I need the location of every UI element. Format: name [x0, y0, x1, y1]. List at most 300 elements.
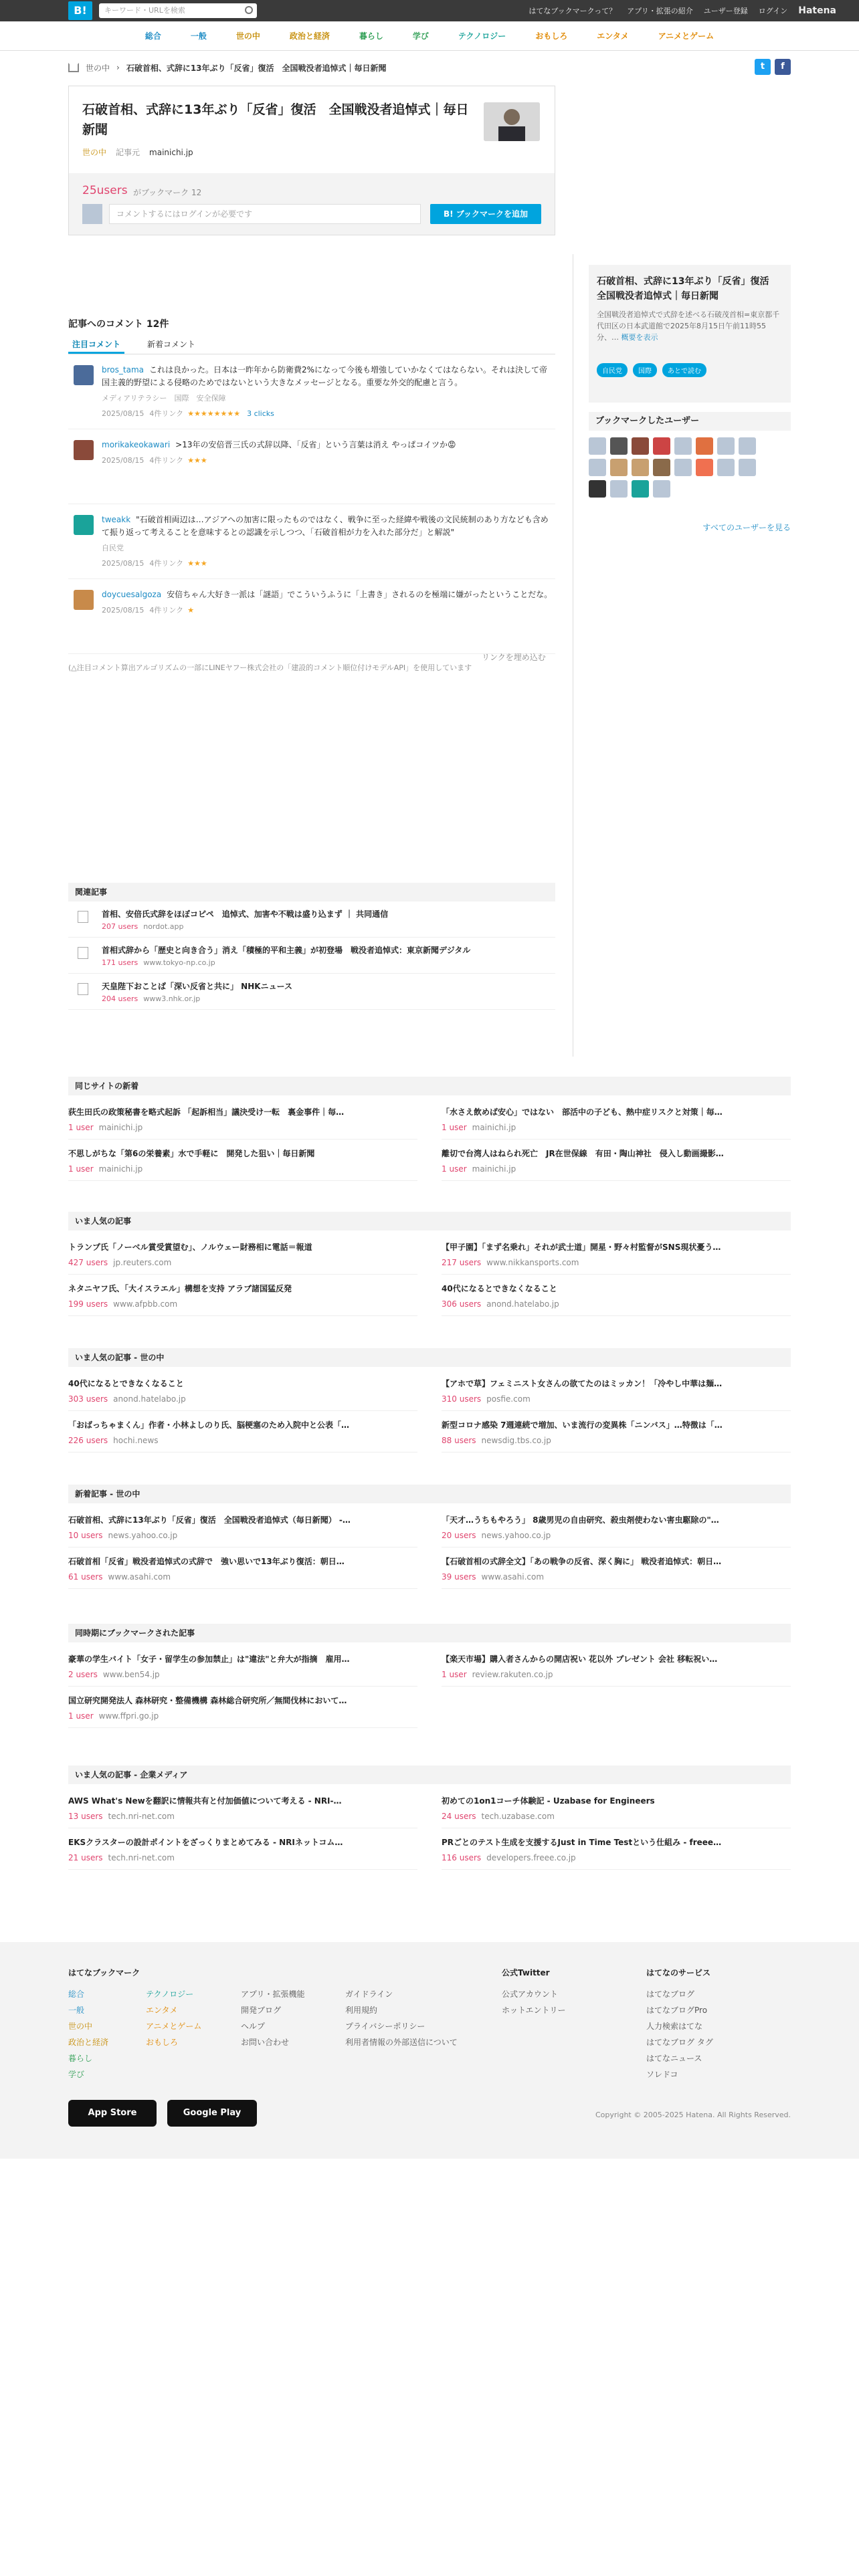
user-avatar[interactable] [610, 437, 628, 455]
list-item[interactable] [68, 1547, 417, 1589]
section-column [68, 1506, 417, 1589]
list-item[interactable] [68, 1233, 417, 1275]
item-domain[interactable]: mainichi.jp [472, 1123, 516, 1132]
item-users[interactable]: 61 users [68, 1572, 103, 1582]
footer-link[interactable]: おもしろ [146, 2038, 179, 2047]
footer-link[interactable]: 公式アカウント [502, 1990, 558, 1999]
entry-thumbnail[interactable] [484, 102, 540, 141]
user-avatar[interactable] [696, 459, 713, 476]
item-title[interactable]: 【石破首相の式辞全文】「あの戦争の反省、深く胸に」 戦没者追悼式：朝日… [442, 1557, 722, 1566]
list-item[interactable] [68, 1828, 417, 1870]
item-users[interactable]: 199 users [68, 1299, 108, 1309]
category-8[interactable]: エンタメ [597, 31, 629, 41]
breadcrumb-current: 石破首相、式辞に13年ぶり「反省」復活 全国戦没者追悼式｜毎日新聞 [126, 63, 387, 73]
comment-tags: メディアリテラシー 国際 安全保障 [102, 394, 226, 403]
item-domain[interactable]: mainichi.jp [98, 1123, 143, 1132]
section-column [442, 1645, 791, 1728]
related-users[interactable]: 204 users [102, 994, 138, 1003]
item-domain[interactable]: developers.freee.co.jp [486, 1853, 576, 1862]
item-title[interactable]: EKSクラスターの設計ポイントをざっくりまとめてみる - NRIネットコム… [68, 1838, 343, 1847]
footer-link[interactable]: 人力検索はてな [646, 2022, 703, 2031]
item-meta [442, 1670, 791, 1679]
comment-date[interactable]: 2025/08/15 [102, 606, 145, 615]
item-title[interactable]: 40代になるとできなくなること [442, 1284, 557, 1293]
item-users[interactable]: 303 users [68, 1394, 108, 1404]
footer-link[interactable]: はてなブログ タグ [646, 2038, 713, 2047]
item-users[interactable]: 20 users [442, 1531, 476, 1540]
item-meta [442, 1572, 791, 1582]
related-item[interactable] [68, 938, 555, 974]
item-title[interactable]: 40代になるとできなくなること [68, 1379, 184, 1388]
list-item[interactable] [442, 1547, 791, 1589]
app-store-badge[interactable]: App Store [68, 2100, 157, 2127]
item-users[interactable]: 13 users [68, 1812, 103, 1821]
section-header: 同じサイトの新着 [68, 1077, 791, 1095]
item-title[interactable]: 新型コロナ感染 7週連続で増加、いま流行の変異株「ニンバス」…特徴は「… [442, 1420, 723, 1430]
breadcrumb: 世の中 › 石破首相、式辞に13年ぶり「反省」復活 全国戦没者追悼式｜毎日新聞 [68, 58, 791, 78]
related-meta [102, 994, 555, 1003]
login-link[interactable]: ログイン [758, 7, 788, 15]
share-buttons [755, 59, 791, 75]
twitter-icon[interactable]: t [755, 59, 771, 75]
footer-link[interactable]: 利用規約 [345, 2006, 378, 2015]
search-input[interactable] [99, 3, 257, 18]
comment-date[interactable]: 2025/08/15 [102, 456, 145, 465]
item-domain[interactable]: news.yahoo.co.jp [108, 1531, 178, 1540]
item-domain[interactable]: www.nikkansports.com [486, 1258, 579, 1267]
user-avatar[interactable] [632, 480, 649, 498]
item-title[interactable]: 「おばっちゃまくん」作者・小林よしのり氏、脳梗塞のため入院中と公表「… [68, 1420, 350, 1430]
category-nav [0, 21, 859, 51]
comment-tags: 自民党 [102, 544, 124, 552]
list-item[interactable] [442, 1645, 791, 1687]
list-item[interactable] [68, 1687, 417, 1728]
footer-link[interactable]: ホットエントリー [502, 2006, 566, 2015]
footer-link[interactable]: エンタメ [146, 2006, 178, 2015]
footer-link[interactable]: 暮らし [68, 2054, 93, 2063]
item-domain[interactable]: www.afpbb.com [113, 1299, 178, 1309]
item-meta [68, 1531, 417, 1540]
tag[interactable]: あとで読む [662, 363, 706, 377]
article-icon [78, 983, 88, 995]
comment-date[interactable]: 2025/08/15 [102, 409, 145, 418]
item-title[interactable]: 【甲子園】「まず名乗れ」それが武士道」開星・野々村監督がSNS現状憂う… [442, 1243, 721, 1252]
entry-card [68, 86, 555, 235]
item-domain[interactable]: hochi.news [113, 1436, 159, 1445]
tab-new[interactable]: 新着コメント [147, 340, 196, 349]
footer [0, 1942, 859, 2159]
category-6[interactable]: テクノロジー [458, 31, 506, 41]
item-domain[interactable]: www.asahi.com [481, 1572, 545, 1582]
section-column [68, 1645, 417, 1728]
related-title[interactable]: 天皇陛下おことば「深い反省と共に」 NHKニュース [102, 982, 292, 991]
footer-link[interactable]: プライバシーポリシー [345, 2022, 425, 2031]
list-item[interactable] [442, 1275, 791, 1316]
item-title[interactable]: 「水さえ飲めば安心」ではない 部活中の子ども、熱中症リスクと対策｜毎… [442, 1107, 723, 1117]
item-domain[interactable]: tech.nri-net.com [108, 1812, 175, 1821]
related-header: 関連記事 [68, 883, 555, 901]
item-users[interactable]: 10 users [68, 1531, 103, 1540]
home-icon[interactable] [68, 63, 79, 72]
list-item[interactable] [442, 1828, 791, 1870]
item-title[interactable]: PRごとのテスト生成を支援するJust in Time Testという仕組み - freee… [442, 1838, 722, 1847]
item-domain[interactable]: www.ffpri.go.jp [98, 1711, 159, 1721]
item-title[interactable]: 石破首相、式辞に13年ぶり「反省」復活 全国戦没者追悼式（毎日新聞） -… [68, 1515, 351, 1525]
comment-stars: ★★★★★★★★ [187, 409, 241, 418]
user-avatar[interactable] [739, 459, 756, 476]
item-meta [68, 1853, 417, 1862]
comment-tabs [68, 334, 555, 354]
item-meta [442, 1123, 791, 1132]
footer-link[interactable]: 政治と経済 [68, 2038, 109, 2047]
entry-category[interactable]: 世の中 [82, 148, 107, 157]
item-users[interactable]: 310 users [442, 1394, 482, 1404]
item-meta [68, 1164, 417, 1174]
user-avatar[interactable] [653, 480, 670, 498]
section-header: 同時期にブックマークされた記事 [68, 1624, 791, 1642]
comment-list [68, 354, 555, 654]
avatar[interactable] [74, 365, 94, 385]
section-1 [68, 1212, 791, 1316]
related-users[interactable]: 171 users [102, 958, 138, 967]
user-avatar[interactable] [632, 437, 649, 455]
comment-link-count[interactable]: 4件リンク [149, 559, 184, 568]
item-meta [68, 1812, 417, 1821]
section-columns [68, 1370, 791, 1453]
hatena-brand[interactable]: Hatena [798, 5, 836, 16]
footer-link[interactable]: ヘルプ [241, 2022, 266, 2031]
item-meta [442, 1436, 791, 1445]
footer-link[interactable]: 利用者情報の外部送信について [345, 2038, 458, 2047]
item-users[interactable]: 1 user [68, 1711, 94, 1721]
item-users[interactable]: 116 users [442, 1853, 482, 1862]
item-meta [68, 1123, 417, 1132]
item-domain[interactable]: www.ben54.jp [102, 1670, 160, 1679]
user-avatar[interactable] [589, 437, 606, 455]
item-domain[interactable]: tech.nri-net.com [108, 1853, 175, 1862]
footer-link[interactable]: はてなニュース [646, 2054, 702, 2063]
footer-link[interactable]: ガイドライン [345, 1990, 393, 1999]
footer-link[interactable]: 総合 [68, 1990, 85, 1999]
category-9[interactable]: アニメとゲーム [658, 31, 714, 41]
user-avatar[interactable] [674, 437, 692, 455]
related-domain[interactable]: www.tokyo-np.co.jp [143, 958, 215, 967]
comment-body [102, 364, 555, 389]
comments-header: 記事へのコメント 12件 [68, 319, 169, 330]
item-meta [68, 1436, 417, 1445]
item-users[interactable]: 21 users [68, 1853, 103, 1862]
user-avatar[interactable] [610, 459, 628, 476]
user-avatar[interactable] [653, 459, 670, 476]
comment-text: >13年の安倍晋三氏の式辞以降、「反省」という言葉は消え やっぱコイツか😡 [175, 440, 456, 449]
comment-text: "石破首相両辺は…アジアへの加害に限ったものではなく、戦争に至った経緯や戦後の文民統制のあり方なども含めて振り返って考えることを意味するとの認識を示しつつ、「石破首相が力を入れた部分だ」と解説" [102, 515, 549, 537]
comment-meta [102, 454, 555, 467]
google-play-badge[interactable]: Google Play [167, 2100, 257, 2127]
section-2 [68, 1348, 791, 1453]
item-users[interactable]: 217 users [442, 1258, 482, 1267]
comments-section [68, 317, 555, 673]
list-item[interactable] [68, 1370, 417, 1411]
footer-link[interactable]: 学び [68, 2070, 85, 2079]
user-avatar[interactable] [610, 480, 628, 498]
item-users[interactable]: 88 users [442, 1436, 476, 1445]
list-item[interactable] [442, 1411, 791, 1453]
comment-user[interactable]: morikakeokawari [102, 440, 171, 449]
item-title[interactable]: 【アホで草】フェミニスト女さんの欲てたのはミッカン！「冷やし中華は麺… [442, 1379, 723, 1388]
item-domain[interactable]: anond.hatelabo.jp [486, 1299, 559, 1309]
list-item[interactable] [68, 1506, 417, 1547]
footer-col-policy [345, 1986, 458, 2050]
comment-date[interactable]: 2025/08/15 [102, 559, 145, 568]
item-domain[interactable]: anond.hatelabo.jp [113, 1394, 186, 1404]
comment-user[interactable]: doycuesalgoza [102, 590, 162, 599]
item-domain[interactable]: mainichi.jp [472, 1164, 516, 1174]
list-item[interactable] [68, 1645, 417, 1687]
sidebar [589, 265, 791, 533]
item-domain[interactable]: news.yahoo.co.jp [481, 1531, 551, 1540]
footer-col-apps [241, 1986, 305, 2050]
footer-link[interactable]: 世の中 [68, 2022, 93, 2031]
list-item[interactable] [442, 1370, 791, 1411]
list-item[interactable] [68, 1787, 417, 1828]
category-7[interactable]: おもしろ [535, 31, 568, 41]
avatar[interactable] [74, 590, 94, 610]
category-2[interactable]: 世の中 [235, 31, 260, 41]
entry-title[interactable]: 石破首相、式辞に13年ぶり「反省」復活 全国戦没者追悼式｜毎日新聞 [82, 102, 469, 137]
footer-col-categories [146, 1986, 201, 2050]
list-item[interactable] [68, 1275, 417, 1316]
section-column [68, 1787, 417, 1870]
category-3[interactable]: 政治と経済 [289, 31, 330, 41]
item-domain[interactable]: review.rakuten.co.jp [472, 1670, 553, 1679]
add-bookmark-button[interactable]: B! ブックマークを追加 [430, 204, 541, 224]
comment-clicks[interactable]: 3 clicks [247, 409, 274, 418]
item-title[interactable]: 初めての1on1コーチ体験記 - Uzabase for Engineers [442, 1796, 655, 1806]
user-avatar[interactable] [589, 459, 606, 476]
user-avatar[interactable] [653, 437, 670, 455]
item-users[interactable]: 427 users [68, 1258, 108, 1267]
comment-link-count[interactable]: 4件リンク [149, 606, 184, 615]
apps-link[interactable]: アプリ・拡張の紹介 [627, 7, 693, 15]
avatar[interactable] [74, 440, 94, 460]
user-avatar[interactable] [674, 459, 692, 476]
item-meta [442, 1258, 791, 1267]
tag[interactable]: 国際 [633, 363, 657, 377]
comment-meta [102, 557, 555, 570]
section-0 [68, 1077, 791, 1181]
item-domain[interactable]: www.asahi.com [108, 1572, 171, 1582]
list-item[interactable] [442, 1233, 791, 1275]
search-icon[interactable] [245, 6, 253, 14]
section-header: いま人気の記事 [68, 1212, 791, 1230]
section-columns [68, 1645, 791, 1728]
footer-col-bookmark: はてなブックマーク 総合 一般 世の中 政治と経済 暮らし 学び [68, 1965, 222, 2082]
hatena-bookmark-logo[interactable]: B! [68, 1, 92, 20]
about-link[interactable]: はてなブックマークって？ [529, 7, 617, 15]
footer-link[interactable]: テクノロジー [146, 1990, 194, 1999]
item-title[interactable]: 豪華の学生バイト「女子・留学生の参加禁止」は"違法"と弁大が指摘 雇用… [68, 1654, 350, 1664]
list-item[interactable] [442, 1140, 791, 1181]
related-domain[interactable]: www3.nhk.or.jp [143, 994, 201, 1003]
list-item[interactable] [68, 1098, 417, 1140]
list-item[interactable] [442, 1098, 791, 1140]
footer-link[interactable]: 一般 [68, 2006, 85, 2015]
item-users[interactable]: 1 user [68, 1164, 94, 1174]
bookmark-users-count[interactable]: 25users [82, 184, 128, 197]
list-item[interactable] [68, 1411, 417, 1453]
item-title[interactable]: 荻生田氏の政策秘書を略式起訴 「起訴相当」議決受け一転 裏金事件｜毎… [68, 1107, 345, 1117]
footer-link[interactable]: はてなブログPro [646, 2006, 708, 2015]
item-domain[interactable]: jp.reuters.com [113, 1258, 172, 1267]
related-meta [102, 922, 555, 931]
related-item[interactable] [68, 974, 555, 1010]
section-column [68, 1098, 417, 1181]
related-item[interactable] [68, 901, 555, 938]
embed-link[interactable]: リンクを埋め込む [482, 653, 546, 662]
item-meta [68, 1711, 417, 1721]
sidebar-title[interactable]: 石破首相、式辞に13年ぶり「反省」復活 全国戦没者追悼式｜毎日新聞 [597, 276, 779, 302]
item-title[interactable]: 「天才…うちもやろう」 8歳男児の自由研究、殺虫剤使わない害虫駆除の"… [442, 1515, 719, 1525]
item-title[interactable]: 国立研究開発法人 森林研究・整備機構 森林総合研究所／無間伐林において… [68, 1696, 347, 1705]
footer-link[interactable]: アニメとゲーム [146, 2022, 202, 2031]
item-title[interactable]: 離切で台湾人はねられ死亡 JR在世保線 有田・陶山神社 侵入し動画撮影… [442, 1149, 724, 1158]
all-users-link[interactable]: すべてのユーザーを見る [702, 523, 791, 532]
comment-user[interactable]: tweakk [102, 515, 131, 524]
category-4[interactable]: 暮らし [359, 31, 383, 41]
item-meta [442, 1853, 791, 1862]
item-meta [442, 1164, 791, 1174]
comment-stars: ★★★ [187, 559, 207, 568]
comment-user[interactable]: bros_tama [102, 365, 144, 374]
entry-source[interactable]: mainichi.jp [149, 147, 193, 157]
item-users[interactable]: 1 user [442, 1123, 467, 1132]
list-item[interactable] [442, 1506, 791, 1547]
item-domain[interactable]: posfie.com [486, 1394, 531, 1404]
footer-link[interactable]: 開発ブログ [241, 2006, 282, 2015]
section-column [68, 1233, 417, 1316]
item-title[interactable]: トランプ氏「ノーベル賞受賞望む」、ノルウェー財務相に電話＝報道 [68, 1243, 312, 1252]
item-users[interactable]: 39 users [442, 1572, 476, 1582]
item-domain[interactable]: tech.uzabase.com [481, 1812, 555, 1821]
related-articles [68, 883, 555, 1010]
related-domain[interactable]: nordot.app [143, 922, 184, 931]
entry-meta [82, 146, 193, 158]
bookmark-count: がブックマーク 12 [133, 188, 202, 197]
item-title[interactable]: 石破首相「反省」戦没者追悼式の式辞で 強い思いで13年ぶり復活：朝日… [68, 1557, 345, 1566]
item-users[interactable]: 24 users [442, 1812, 476, 1821]
comment-item [68, 354, 555, 429]
sidebar-summary [589, 265, 791, 403]
tag[interactable]: 自民党 [597, 363, 628, 377]
section-columns [68, 1506, 791, 1589]
user-avatar[interactable] [717, 437, 735, 455]
item-title[interactable]: AWS What's Newを翻訳に情報共有と付加価値について考える - NRI-… [68, 1796, 342, 1806]
comment-stars: ★ [187, 606, 195, 615]
category-0[interactable]: 総合 [145, 31, 161, 41]
footer-link[interactable]: お問い合わせ [241, 2038, 290, 2047]
facebook-icon[interactable]: f [775, 59, 791, 75]
user-avatar[interactable] [739, 437, 756, 455]
comment-meta [102, 407, 555, 420]
comment-body [102, 439, 555, 451]
item-users[interactable]: 306 users [442, 1299, 482, 1309]
related-title[interactable]: 首相、安倍氏式辞をほぼコピペ 追悼式、加害や不戦は盛り込まず ｜ 共同通信 [102, 909, 389, 919]
related-title[interactable]: 首相式辞から「歴史と向き合う」消え「積極的平和主義」が初登場 戦没者追悼式：東京新聞デジタル [102, 946, 471, 955]
comment-item [68, 429, 555, 504]
item-users[interactable]: 2 users [68, 1670, 98, 1679]
item-meta [68, 1299, 417, 1309]
show-summary-link[interactable]: 概要を表示 [621, 333, 658, 342]
item-users[interactable]: 1 user [442, 1164, 467, 1174]
comment-item [68, 504, 555, 579]
footer-col-services: はてなのサービス はてなブログ はてなブログPro 人力検索はてな はてなブログ タグ はてなニュース ソレドコ [646, 1965, 713, 2082]
footer-link[interactable]: アプリ・拡張機能 [241, 1990, 305, 1999]
item-meta [68, 1394, 417, 1404]
tab-popular[interactable]: 注目コメント [68, 334, 124, 354]
comment-input[interactable]: コメントするにはログインが必要です [109, 204, 421, 224]
copyright: Copyright © 2005-2025 Hatena. All Rights Reserved. [595, 2111, 791, 2119]
user-avatar[interactable] [717, 459, 735, 476]
item-users[interactable]: 226 users [68, 1436, 108, 1445]
item-title[interactable]: 【楽天市場】購入者さんからの開店祝い 花以外 プレゼント 会社 移転祝い… [442, 1654, 718, 1664]
item-domain[interactable]: mainichi.jp [98, 1164, 143, 1174]
comment-link-count[interactable]: 4件リンク [149, 456, 184, 465]
footer-link[interactable]: ソレドコ [646, 2070, 678, 2079]
item-title[interactable]: ネタニヤフ氏、「大イスラエル」構想を支持 アラブ諸国猛反発 [68, 1284, 292, 1293]
list-item[interactable] [68, 1140, 417, 1181]
section-header: いま人気の記事 - 世の中 [68, 1348, 791, 1367]
section-column [442, 1506, 791, 1589]
breadcrumb-section[interactable]: 世の中 [86, 63, 110, 73]
comment-text: 安倍ちゃん大好き一派は「謎語」でこういうふうに「上書き」されるのを極端に嫌がったということだな。 [167, 590, 553, 599]
footer-link[interactable]: はてなブログ [646, 1990, 695, 1999]
item-meta [442, 1299, 791, 1309]
search-placeholder: キーワード・URLを検索 [104, 6, 185, 15]
section-3 [68, 1485, 791, 1589]
item-users[interactable]: 1 user [442, 1670, 467, 1679]
footer-col-twitter: 公式Twitter 公式アカウント ホットエントリー [502, 1965, 566, 2018]
related-meta [102, 958, 555, 967]
item-title[interactable]: 不思しがちな「第6の栄養素」水で手軽に 開発した狙い｜毎日新聞 [68, 1149, 315, 1158]
user-avatar[interactable] [632, 459, 649, 476]
section-column [68, 1370, 417, 1453]
section-columns [68, 1787, 791, 1870]
list-item[interactable] [442, 1787, 791, 1828]
signup-link[interactable]: ユーザー登録 [703, 7, 748, 15]
user-avatar[interactable] [589, 480, 606, 498]
comment-link-count[interactable]: 4件リンク [149, 409, 184, 418]
comment-body [102, 514, 555, 539]
avatar[interactable] [74, 515, 94, 535]
item-domain[interactable]: newsdig.tbs.co.jp [481, 1436, 551, 1445]
section-header: 新着記事 - 世の中 [68, 1485, 791, 1503]
section-column [442, 1787, 791, 1870]
comment-body [102, 588, 555, 601]
algorithm-note: (△注目コメント算出アルゴリズムの一部にLINEヤフー株式会社の「建設的コメント順位付けモデルAPI」を使用しています [68, 663, 472, 672]
sidebar-description: 全国戦没者追悼式で式辞を述べる石破茂首相=東京都千代田区の日本武道館で2025年8月15日午前11時55分、… 概要を表示 [597, 310, 780, 342]
section-column [442, 1370, 791, 1453]
category-1[interactable]: 一般 [190, 31, 207, 41]
item-meta [68, 1572, 417, 1582]
item-meta [442, 1394, 791, 1404]
related-users[interactable]: 207 users [102, 922, 138, 931]
section-columns [68, 1233, 791, 1316]
bookmark-panel [69, 173, 555, 235]
user-avatar[interactable] [696, 437, 713, 455]
section-5 [68, 1765, 791, 1870]
category-5[interactable]: 学び [412, 31, 429, 41]
item-users[interactable]: 1 user [68, 1123, 94, 1132]
